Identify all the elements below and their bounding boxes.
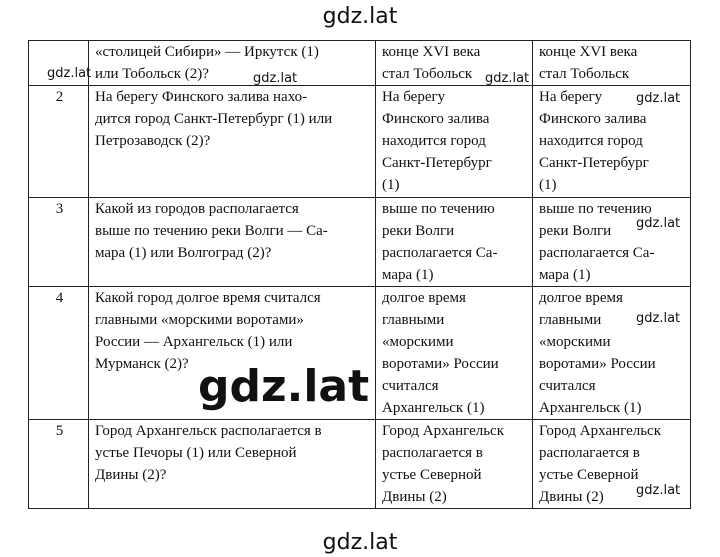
answer-cell: выше по течению реки Волги располагается Са- мара (1)	[376, 198, 533, 287]
table-row	[29, 420, 691, 509]
table-row	[29, 198, 691, 287]
watermark-small: gdz.lat	[47, 66, 92, 81]
watermark-small: gdz.lat	[636, 483, 681, 498]
answer-cell: Город Архангельск располагается в устье Северной Двины (2)	[533, 420, 691, 509]
watermark-small: gdz.lat	[253, 71, 298, 86]
answer-cell: долгое время главными «морскими воротами» России считался Архангельск (1)	[376, 287, 533, 420]
answer-cell: На берегу Финского залива находится город Санкт-Петербург (1)	[533, 86, 691, 198]
answer-cell: На берегу Финского залива находится город Санкт-Петербург (1)	[376, 86, 533, 198]
table-row	[29, 86, 691, 198]
watermark-small: gdz.lat	[636, 91, 681, 106]
question-cell: «столицей Сибири» — Иркутск (1) или Тобольск (2)?	[89, 41, 376, 86]
question-cell: На берегу Финского залива нахо- дится город Санкт-Петербург (1) или Петрозаводск (2)?	[89, 86, 376, 198]
question-cell: Какой город долгое время считался главными «морскими воротами» России — Архангельск (1) или Мурманск (2)?	[89, 287, 376, 420]
watermark-small: gdz.lat	[636, 311, 681, 326]
row-number: 4	[29, 287, 89, 420]
watermark-small: gdz.lat	[485, 71, 530, 86]
row-number: 2	[29, 86, 89, 198]
watermark-top: gdz.lat	[322, 4, 398, 29]
answer-cell: Город Архангельск располагается в устье Северной Двины (2)	[376, 420, 533, 509]
answers-table	[28, 40, 691, 509]
table-row	[29, 41, 691, 86]
question-cell: Какой из городов располагается выше по течению реки Волги — Са- мара (1) или Волгоград (2)?	[89, 198, 376, 287]
answer-cell: конце XVI века стал Тобольск	[376, 41, 533, 86]
watermark-small: gdz.lat	[636, 216, 681, 231]
answer-cell: конце XVI века стал Тобольск	[533, 41, 691, 86]
answer-cell: выше по течению реки Волги располагается Са- мара (1)	[533, 198, 691, 287]
row-number: 5	[29, 420, 89, 509]
watermark-bottom: gdz.lat	[322, 530, 398, 555]
watermark-center: gdz.lat	[198, 361, 370, 412]
row-number: 3	[29, 198, 89, 287]
question-cell: Город Архангельск располагается в устье Печоры (1) или Северной Двины (2)?	[89, 420, 376, 509]
answer-cell: долгое время главными «морскими воротами» России считался Архангельск (1)	[533, 287, 691, 420]
